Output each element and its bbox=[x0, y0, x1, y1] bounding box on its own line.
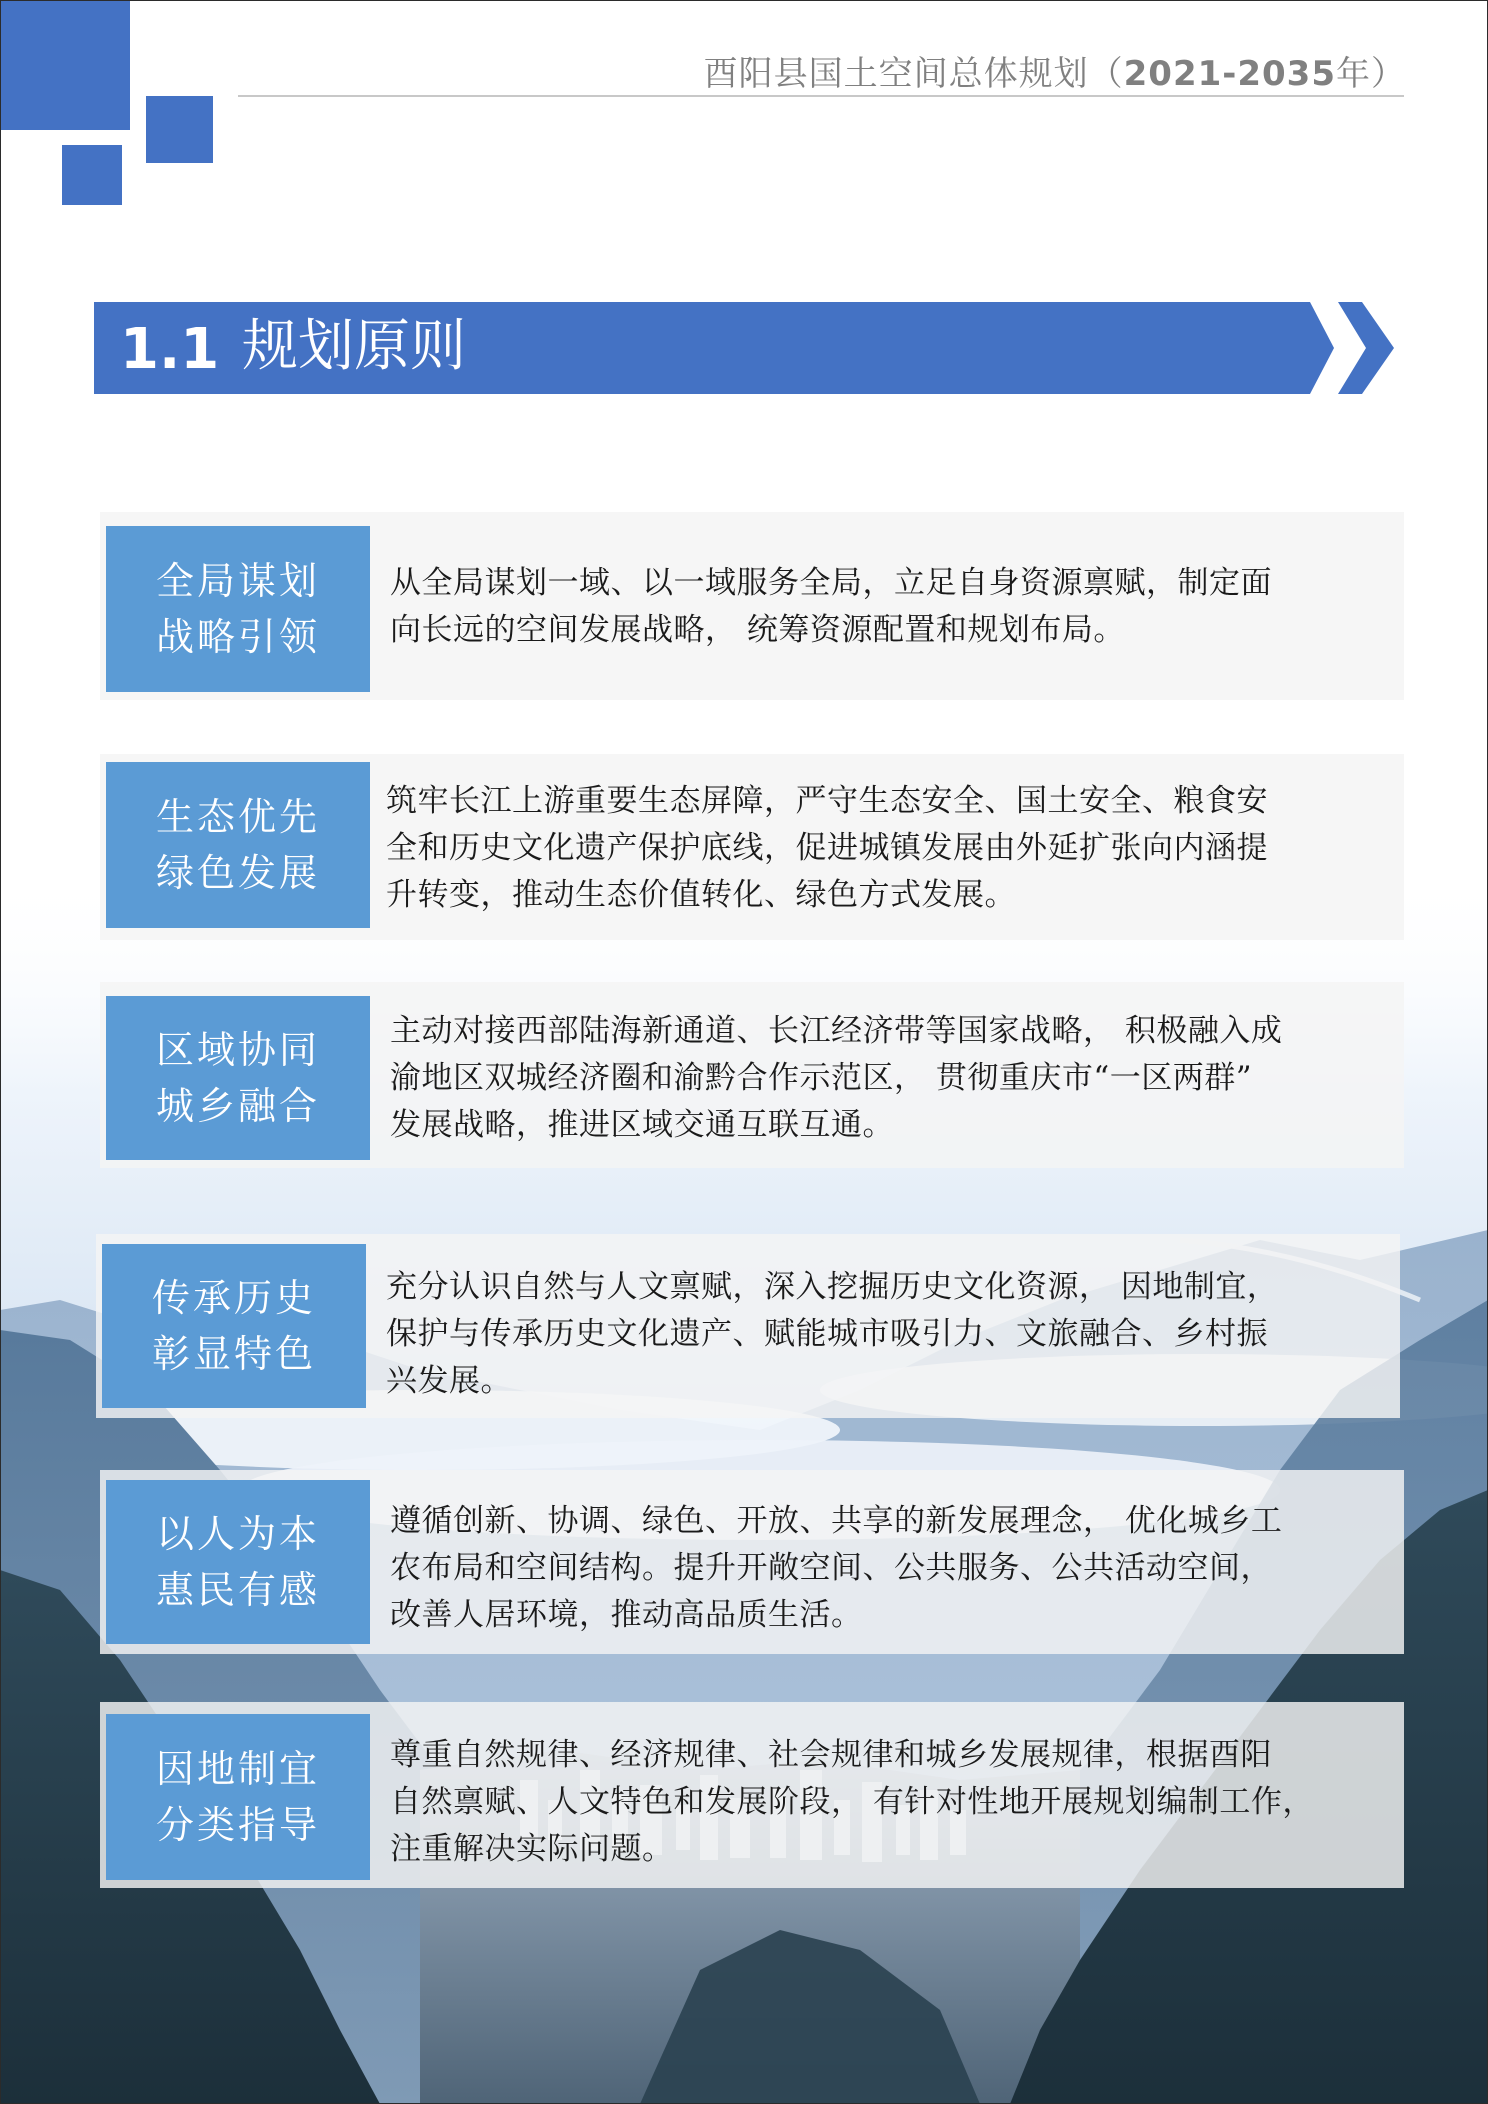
principle-row bbox=[100, 1470, 1404, 1654]
principle-description: 充分认识自然与人文禀赋，深入挖掘历史文化资源， 因地制宜， 保护与传承历史文化遗产、赋能城市吸引力、文旅融合、乡村振 兴发展。 bbox=[386, 1269, 1279, 1399]
principle-description: 遵循创新、协调、绿色、开放、共享的新发展理念， 优化城乡工 农布局和空间结构。提升开敞空间、公共服务、公共活动空间， 改善人居环境，推动高品质生活。 bbox=[390, 1503, 1283, 1633]
decorative-square-small bbox=[146, 96, 213, 163]
document-header-title: 酉阳县国土空间总体规划（2021-2035年） bbox=[703, 54, 1406, 94]
decorative-square-medium bbox=[62, 145, 122, 205]
section-banner bbox=[94, 302, 1394, 394]
principle-label: 因地制宜 分类指导 bbox=[106, 1714, 370, 1880]
principle-description: 尊重自然规律、经济规律、社会规律和城乡发展规律，根据酉阳 自然禀赋、人文特色和发展阶段， 有针对性地开展规划编制工作， 注重解决实际问题。 bbox=[390, 1737, 1314, 1867]
principle-row bbox=[100, 1702, 1404, 1888]
principle-description: 筑牢长江上游重要生态屏障，严守生态安全、国土安全、粮食安 全和历史文化遗产保护底线，促进城镇发展由外延扩张向内涵提 升转变，推动生态价值转化、绿色方式发展。 bbox=[386, 783, 1268, 913]
principle-description: 主动对接西部陆海新通道、长江经济带等国家战略， 积极融入成 渝地区双城经济圈和渝黔合作示范区， 贯彻重庆市“一区两群” 发展战略，推进区域交通互联互通。 bbox=[390, 1013, 1283, 1143]
section-number: 1.1 bbox=[120, 317, 220, 382]
principle-description: 从全局谋划一域、以一域服务全局，立足自身资源禀赋，制定面 向长远的空间发展战略， 统筹资源配置和规划布局。 bbox=[390, 565, 1272, 648]
header-divider bbox=[238, 95, 1404, 97]
principle-row bbox=[100, 982, 1404, 1168]
principle-label: 以人为本 惠民有感 bbox=[106, 1480, 370, 1644]
principle-label: 全局谋划 战略引领 bbox=[106, 526, 370, 692]
decorative-square-large bbox=[0, 0, 130, 130]
principle-row bbox=[100, 512, 1404, 700]
principle-row bbox=[96, 1234, 1400, 1418]
principle-label: 区域协同 城乡融合 bbox=[106, 996, 370, 1160]
principle-label: 传承历史 彰显特色 bbox=[102, 1244, 366, 1408]
section-title: 规划原则 bbox=[242, 314, 466, 379]
principle-row bbox=[100, 754, 1404, 940]
principle-label: 生态优先 绿色发展 bbox=[106, 762, 370, 928]
